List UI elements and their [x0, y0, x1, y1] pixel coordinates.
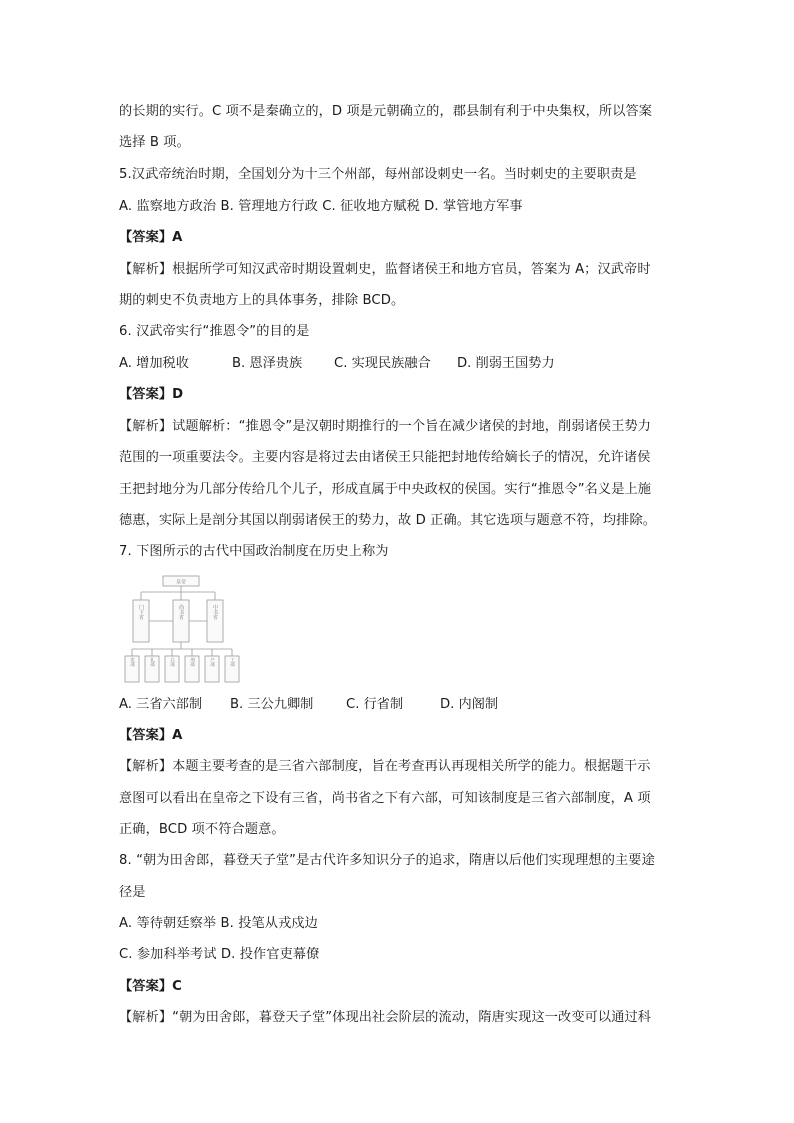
- analysis-8: 【解析】“朝为田舍郎，暮登天子堂”体现出社会阶层的流动，隋唐实现这一改变可以通过科: [119, 1010, 652, 1025]
- text-line: 范围的一项重要法令。主要内容是将过去由诸侯王只能把封地传给嫡长子的情况，允许诸侯: [119, 450, 651, 465]
- text-line: 王把封地分为几部分传给几个儿子，形成直属于中央政权的侯国。实行“推恩令”名义是上施: [119, 482, 652, 497]
- diagram-label-libu: 吏部: [129, 657, 135, 667]
- question-5-options: A. 监察地方政治 B. 管理地方行政 C. 征收地方赋税 D. 掌管地方军事: [119, 199, 523, 214]
- question-6-option-d: D. 削弱王国势力: [457, 356, 555, 371]
- diagram-label-hubu: 户部: [209, 657, 215, 667]
- text-line: 选择 B 项。: [119, 135, 190, 150]
- analysis-7: 【解析】本题主要考查的是三省六部制度，旨在考查再认再现相关所学的能力。根据题干示: [119, 759, 651, 774]
- question-6-option-b: B. 恩泽贵族: [232, 356, 303, 371]
- diagram-label-libu-rites: 礼部: [149, 657, 155, 667]
- diagram-label-xingbu: 刑部: [189, 657, 195, 667]
- analysis-6: 【解析】试题解析：“推恩令”是汉朝时期推行的一个旨在减少诸侯的封地，削弱诸侯王势力: [119, 419, 652, 434]
- question-7-option-b: B. 三公九卿制: [230, 697, 314, 712]
- answer-6: 【答案】D: [119, 387, 184, 402]
- question-7-option-a: A. 三省六部制: [119, 697, 203, 712]
- diagram-label-menxia: 门下省: [138, 604, 144, 620]
- question-8-options-cd: C. 参加科举考试 D. 投作官吏幕僚: [119, 947, 320, 962]
- question-7: 7. 下图所示的古代中国政治制度在历史上称为: [119, 544, 389, 559]
- diagram-label-bingbu: 兵部: [169, 657, 175, 667]
- text-line: 径是: [119, 885, 146, 900]
- answer-8: 【答案】C: [119, 979, 182, 994]
- question-7-option-c: C. 行省制: [346, 697, 404, 712]
- three-departments-six-ministries-diagram: [119, 574, 243, 684]
- diagram-label-emperor: 皇帝: [175, 579, 187, 586]
- text-line: 的长期的实行。C 项不是秦确立的，D 项是元朝确立的，郡县制有利于中央集权，所以答案: [119, 104, 653, 119]
- question-6-option-a: A. 增加税收: [119, 356, 189, 371]
- text-line: 意图可以看出在皇帝之下设有三省，尚书省之下有六部，可知该制度是三省六部制度，A 项: [119, 791, 651, 806]
- diagram-label-shangshu: 尚书省: [178, 604, 184, 620]
- text-line: 期的刺史不负责地方上的具体事务，排除 BCD。: [119, 293, 405, 308]
- text-line: 德惠，实际上是剖分其国以削弱诸侯王的势力，故 D 正确。其它选项与题意不符，均排除。: [119, 513, 657, 528]
- diagram-label-gongbu: 工部: [229, 657, 235, 667]
- diagram-label-zhongshu: 中书省: [212, 604, 218, 620]
- question-8-options-ab: A. 等待朝廷察举 B. 投笔从戎戍边: [119, 916, 318, 931]
- question-6: 6. 汉武帝实行“推恩令”的目的是: [119, 324, 310, 339]
- answer-5: 【答案】A: [119, 230, 183, 245]
- answer-7: 【答案】A: [119, 728, 183, 743]
- question-7-option-d: D. 内阁制: [440, 697, 499, 712]
- question-8: 8. “朝为田舍郎，暮登天子堂”是古代许多知识分子的追求，隋唐以后他们实现理想的主要途: [119, 853, 655, 868]
- question-5: 5.汉武帝统治时期，全国划分为十三个州部，每州部设刺史一名。当时刺史的主要职责是: [119, 167, 637, 182]
- text-line: 正确，BCD 项不符合题意。: [119, 822, 285, 837]
- question-6-option-c: C. 实现民族融合: [334, 356, 431, 371]
- analysis-5: 【解析】根据所学可知汉武帝时期设置刺史，监督诸侯王和地方官员，答案为 A；汉武帝时: [119, 262, 651, 277]
